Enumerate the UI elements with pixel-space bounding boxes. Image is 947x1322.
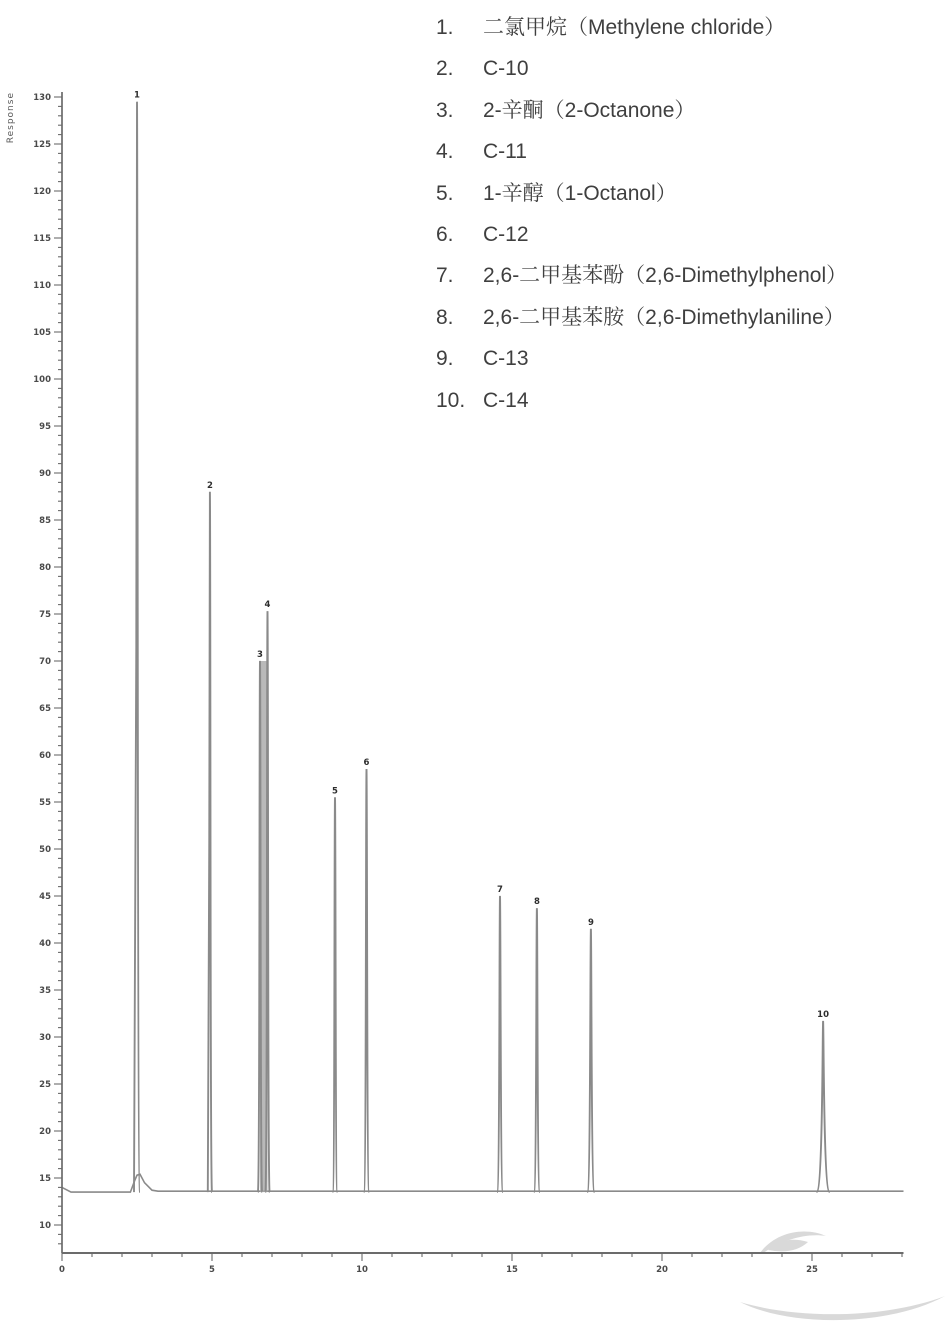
y-tick-label: 45 (39, 892, 51, 902)
y-tick-label: 15 (39, 1174, 51, 1184)
y-tick-label: 100 (33, 375, 51, 385)
legend-item-label: 1-辛醇（1-Octanol） (483, 181, 677, 205)
legend-item-number: 1. (436, 16, 454, 39)
peak-label-5: 5 (332, 786, 338, 797)
legend-item (436, 16, 847, 57)
y-tick-label: 85 (39, 516, 51, 526)
legend-item-number: 7. (436, 264, 454, 288)
legend-item-label: C-12 (483, 222, 529, 246)
legend-item-number: 3. (436, 98, 454, 122)
y-tick-label: 115 (33, 234, 51, 244)
peak-label-8: 8 (533, 897, 540, 908)
y-tick-label: 125 (33, 140, 51, 150)
legend-item (436, 264, 847, 305)
legend-item-number: 8. (436, 305, 454, 329)
x-tick-label: 0 (59, 1265, 65, 1275)
legend-item-label: 2,6-二甲基苯胺（2,6-Dimethylaniline） (483, 305, 845, 329)
y-tick-label: 35 (39, 986, 51, 996)
y-tick-label: 50 (39, 845, 51, 855)
peak-7 (497, 896, 503, 1192)
legend-item-number: 2. (436, 57, 454, 81)
compound-legend (436, 16, 847, 430)
y-tick-label: 80 (39, 563, 51, 573)
y-tick-label: 120 (33, 187, 51, 197)
peak-label-7: 7 (497, 885, 503, 895)
y-tick-label: 130 (33, 93, 51, 103)
y-axis-label: Response (6, 92, 16, 144)
peak-2 (208, 492, 212, 1192)
y-tick-label: 70 (39, 657, 51, 667)
y-tick-label: 55 (39, 798, 51, 808)
y-tick-label: 75 (39, 610, 51, 620)
peak-5 (333, 797, 338, 1192)
peak-label-6: 6 (363, 758, 370, 769)
legend-item-number: 6. (436, 222, 454, 246)
baseline-trace (62, 1174, 904, 1192)
legend-item-label: C-10 (483, 57, 529, 81)
legend-item (436, 140, 847, 181)
legend-item-label: 二氯甲烷（Methylene chloride） (483, 16, 786, 39)
legend-item (436, 99, 847, 140)
peak-9 (587, 929, 594, 1192)
legend-item-number: 4. (436, 140, 454, 164)
peak-6 (364, 769, 369, 1192)
legend-item (436, 389, 847, 430)
legend-item (436, 182, 847, 223)
y-tick-label: 60 (39, 751, 51, 761)
legend-item (436, 306, 847, 347)
legend-item-number: 9. (436, 347, 454, 371)
legend-item (436, 57, 847, 98)
legend-item-label: C-13 (483, 347, 529, 371)
peak-label-3: 3 (257, 650, 263, 660)
peak-label-9: 9 (587, 917, 594, 928)
peak-label-4: 4 (264, 600, 271, 611)
peak-10 (817, 1021, 830, 1192)
legend-item-number: 5. (436, 181, 454, 205)
legend-item-label: C-14 (483, 388, 529, 412)
peak-label-10: 10 (817, 1010, 830, 1021)
legend-item-label: 2,6-二甲基苯酚（2,6-Dimethylphenol） (483, 264, 848, 288)
legend-item-label: C-11 (483, 140, 527, 164)
x-tick-label: 10 (356, 1265, 368, 1275)
x-tick-label: 20 (656, 1265, 668, 1275)
peak-label-1: 1 (134, 90, 140, 101)
y-tick-label: 20 (39, 1127, 51, 1137)
legend-item (436, 347, 847, 388)
y-tick-label: 65 (39, 704, 51, 714)
y-tick-label: 40 (39, 939, 51, 949)
y-tick-label: 90 (39, 469, 51, 479)
y-tick-label: 95 (39, 422, 51, 432)
x-tick-label: 25 (806, 1265, 818, 1275)
y-tick-label: 10 (39, 1221, 51, 1231)
legend-item (436, 223, 847, 264)
peak-label-2: 2 (206, 480, 213, 491)
y-tick-label: 25 (39, 1080, 51, 1090)
peak-1 (134, 102, 140, 1192)
x-tick-label: 15 (506, 1265, 518, 1275)
x-tick-label: 5 (209, 1265, 215, 1275)
legend-item-number: 10. (436, 388, 466, 412)
y-tick-label: 105 (33, 328, 51, 338)
y-tick-label: 110 (33, 281, 51, 291)
legend-item-label: 2-辛酮（2-Octanone） (483, 98, 696, 122)
peak-8 (534, 908, 540, 1192)
y-tick-label: 30 (39, 1033, 51, 1043)
